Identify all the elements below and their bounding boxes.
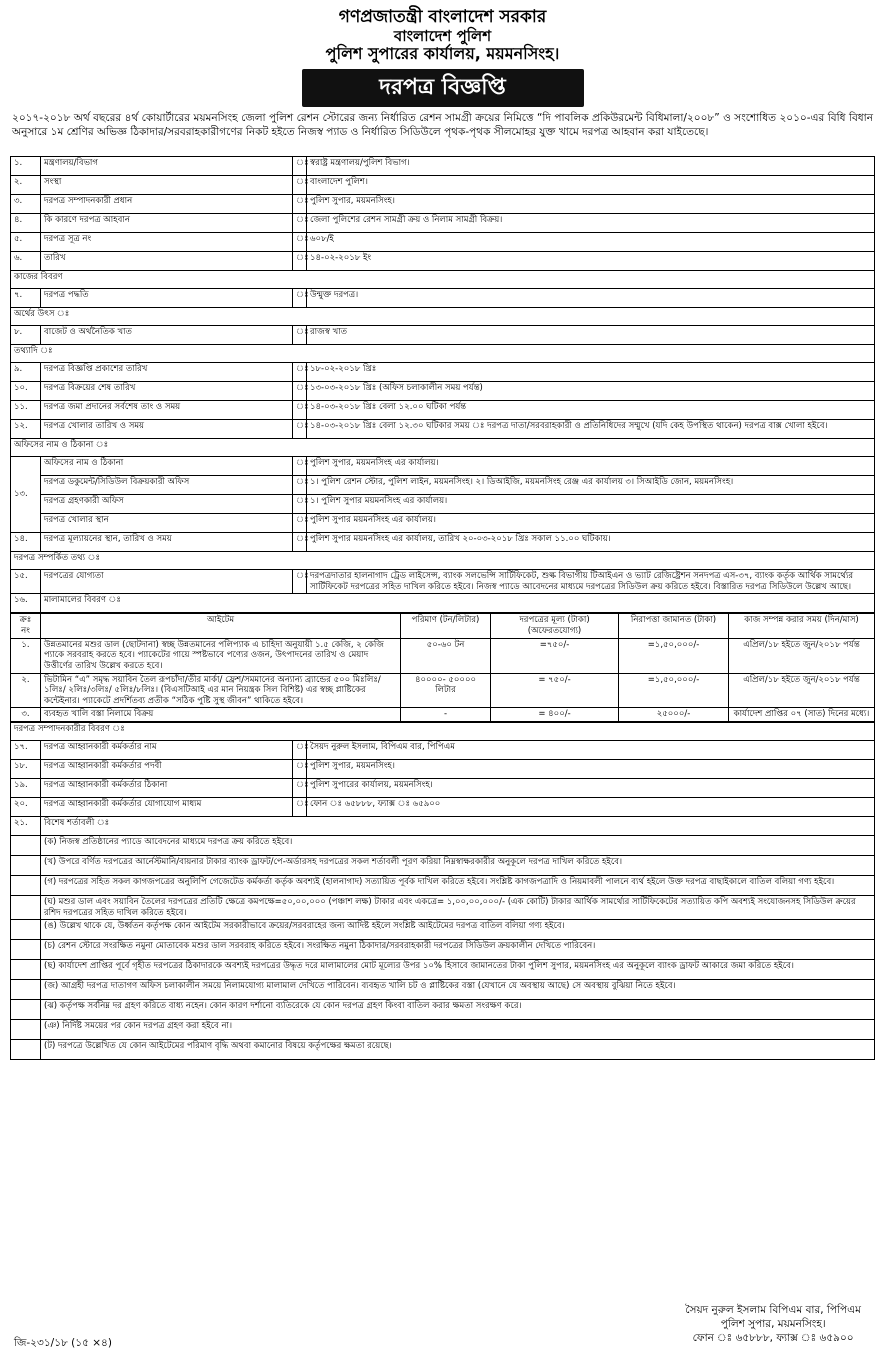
row-value: ৬০৮/ই [307, 233, 875, 252]
section-heading: অফিসের নাম ও ঠিকানা ঃ [11, 439, 875, 457]
items-table [10, 613, 875, 722]
row-separator: ঃ [293, 214, 307, 233]
condition-row [11, 876, 875, 896]
table-row [11, 570, 875, 594]
item-qty: ৪০০০০- ৫০০০০ লিটার [401, 673, 491, 708]
row-label: দরপত্র পদ্ধতি [41, 289, 293, 308]
row-number: ১৭. [11, 741, 41, 760]
condition-spacer [11, 1020, 41, 1040]
item-item: ভিটামিন “এ” সমৃদ্ধ সয়াবিন তৈল রূপচাঁদা/তীর মার্কা/ ফ্রেশ/সমমানের অন্যান্য ব্র্যান্ডের ৫০০ মিঃলিঃ/ ১লিঃ/ ২লিঃ/৩লিঃ/ ৫লিঃ/৮লিঃ। (বিএসটিআই এর মান নিয়ন্ত্রক সিল বিশিষ্ট) এর স্বচ্ছ প্লাষ্টিকের কন্টেইনার। প্যাকেটে প্রদর্শিতব্য প্রতীক “সঠিক পুষ্টি সুস্থ জীবন” থাকিতে হইবে। [41, 673, 401, 708]
row-value: পুলিশ সুপারের কার্যালয়, ময়মনসিংহ। [307, 779, 875, 798]
row-label: দরপত্র ডকুমেন্ট/সিডিউল বিক্রয়কারী অফিস [41, 476, 293, 495]
row-number: ৯. [11, 363, 41, 382]
condition-row [11, 940, 875, 960]
row-label: দরপত্র খোলার স্থান [41, 514, 293, 533]
table-row [11, 157, 875, 176]
row-number: ৫. [11, 233, 41, 252]
condition-text: (ঘ) মশুর ডাল এবং সয়াবিন তৈলের দরপত্রের প্রতিটি ক্ষেত্রে কমপক্ষে=৫০,০০,০০০ (পঞ্চাশ লক্ষ) টাকার এবং একত্রে= ১,০০,০০,০০০/- (এক কোটি) টাকার আর্থিক সামর্থ্যের সার্টিফিকেটের সত্যায়িত কপি অবশ্যই সংযোজনসহ সিডিউল ক্রয়ের রশিদ দরপত্রের সহিত দাখিল করিতে হইবে। [41, 896, 875, 920]
table-row [11, 420, 875, 439]
row-separator: ঃ [293, 495, 307, 514]
items-header-price: দরপত্রের মূল্য (টাকা) (অফেরতযোগ্য) [491, 614, 619, 638]
row-separator: ঃ [293, 741, 307, 760]
table-row [11, 382, 875, 401]
row-label: দরপত্র মূল্যায়নের স্থান, তারিখ ও সময় [41, 533, 293, 552]
item-item: উন্নতমানের মশুর ডাল (ছোটদানা) স্বচ্ছ উন্নতমানের পলিপ্যাক এ চাহিদা অনুযায়ী ১.৫ কেজি, ২ কেজি প্যাকে সরবরাহ করতে হবে। প্যাকেটের গায়ে স্পষ্টভাবে পণ্যের ওজন, উৎপাদনের তারিখ ও মেয়াদ উত্তীর্ণের তারিখ উল্লেখ করতে হবে। [41, 638, 401, 673]
condition-text: (ঝ) কর্তৃপক্ষ সর্বনিম্ন দর গ্রহণ করিতে বাধ্য নহেন। কোন কারণ দর্শানো ব্যতিরেকে যে কোন দরপত্র গ্রহণ কিংবা বাতিল করার ক্ষমতা সংরক্ষণ করে। [41, 1000, 875, 1020]
row-label: দরপত্র গ্রহণকারী অফিস [41, 495, 293, 514]
row-separator: ঃ [293, 401, 307, 420]
row-label: দরপত্র খোলার তারিখ ও সময় [41, 420, 293, 439]
condition-spacer [11, 876, 41, 896]
govt-title: গণপ্রজাতন্ত্রী বাংলাদেশ সরকার [338, 7, 547, 27]
table-row [11, 741, 875, 760]
row-label: দরপত্রের যোগ্যতা [41, 570, 293, 594]
section-row [11, 271, 875, 289]
table-row [11, 195, 875, 214]
office-title: পুলিশ সুপারের কার্যালয়, ময়মনসিংহ। [325, 43, 560, 63]
item-no: ৩. [11, 708, 41, 722]
row-label: দরপত্র আহ্বানকারী কর্মকর্তার নাম [41, 741, 293, 760]
section-row [11, 723, 875, 741]
row-separator: ঃ [293, 798, 307, 817]
row-separator: ঃ [293, 457, 307, 476]
row-value: ১। পুলিশ রেশন স্টোর, পুলিশ লাইন, ময়মনসিংহ। ২। ডিআইজি, ময়মনসিংহ রেঞ্জ এর কার্যালয় ৩। সিআইডি জোন, ময়মনসিংহ। [307, 476, 875, 495]
row-value: ১৪-০৩-২০১৮ খ্রিঃ বেলা ১২.৩০ ঘটিকার সময় ঃ দরপত্র দাতা/সরবরাহকারী ও প্রতিনিধিদের সম্মুখে (যদি কেহ উপস্থিত থাকেন) দরপত্র বাক্স খোলা হইবে। [307, 420, 875, 439]
row-label: দরপত্র আহ্বানকারী কর্মকর্তার যোগাযোগ মাধ্যম [41, 798, 293, 817]
row-label: দরপত্র জমা প্রদানের সর্বশেষ তাং ও সময় [41, 401, 293, 420]
condition-row [11, 1020, 875, 1040]
row-label: তারিখ [41, 252, 293, 271]
table-row [11, 817, 875, 836]
row-number: ১. [11, 157, 41, 176]
table-row [11, 289, 875, 308]
item-row [11, 708, 875, 722]
section-row [11, 552, 875, 570]
condition-row [11, 896, 875, 920]
row-separator: ঃ [293, 289, 307, 308]
items-header-item: আইটেম [41, 614, 401, 638]
row-separator: ঃ [293, 176, 307, 195]
info-table [10, 156, 875, 613]
condition-spacer [11, 960, 41, 980]
row-value: ১৪-০৩-২০১৮ খ্রিঃ বেলা ১২.০০ ঘটিকা পর্যন্ত [307, 401, 875, 420]
condition-spacer [11, 1040, 41, 1060]
row-value: পুলিশ সুপার ময়মনসিংহ এর কার্যালয়। [307, 514, 875, 533]
section-row [11, 439, 875, 457]
item-security: ২৫০০০/- [619, 708, 729, 722]
row-value: ফোন ঃ ৬৫৮৮৮, ফ্যাক্স ঃ ৬৫৯০০ [307, 798, 875, 817]
row-number: ১১. [11, 401, 41, 420]
table-row [11, 326, 875, 345]
row-value: ১৮-০২-২০১৮ খ্রিঃ [307, 363, 875, 382]
section-heading: কাজের বিবরণ [11, 271, 875, 289]
row-separator: ঃ [293, 533, 307, 552]
condition-text: (চ) রেশন স্টোরে সংরক্ষিত নমুনা মোতাবেক মশুর ডাল সরবরাহ করিতে হইবে। সংরক্ষিত নমুনা ঠিকাদার/সরবরাহকারী দরপত্রের সিডিউল ক্রয়কালীন দেখিতে পারিবেন। [41, 940, 875, 960]
row-label: দরপত্র বিক্রয়ের শেষ তারিখ [41, 382, 293, 401]
row-number: ১৫. [11, 570, 41, 594]
signatory-name: সৈয়দ নুরুল ইসলাম বিপিএম বার, পিপিএম [685, 1304, 861, 1316]
row-label: দরপত্র আহ্বানকারী কর্মকর্তার পদবী [41, 760, 293, 779]
item-qty: - [401, 708, 491, 722]
row-separator: ঃ [293, 326, 307, 345]
condition-text: (গ) দরপত্রের সহিত সকল কাগজপত্রের অনুলিপি গেজেটেড কর্মকর্তা কর্তৃক অবশ্যই (হালনাগাদ) সত্যায়িত পূর্বক দাখিল করিতে হইবে। সংশ্লিষ্ট কাগজপত্রাদি ও নিয়মাবলী পালনে ব্যর্থ হইলে উক্ত দরপত্র বাছাইকালে বাতিল বলিয়া গণ্য হইবে। [41, 876, 875, 896]
row-number: ১২. [11, 420, 41, 439]
row-value: ১। পুলিশ সুপার ময়মনসিংহ এর কার্যালয়। [307, 495, 875, 514]
table-row [11, 401, 875, 420]
row-value: দরপত্রদাতার হালনাগাদ ট্রেড লাইসেন্স, ব্যাংক সলভেন্সি সার্টিফিকেট, শুল্ক বিভাগীয় টিআইএন ও ভ্যাট রেজিষ্ট্রেশন সনদপত্র এস-৩৭, ব্যাংক কর্তৃক আর্থিক সামর্থ্যের সার্টিফিকেট দরপত্রের সহিত দাখিল করিতে হইবে। নিজস্ব প্যাডে আবেদনের মাধ্যমে দরপত্রের সিডিউল ক্রয় করিতে হইবে। বিস্তারিত দরপত্র সিডিউলে উল্লেখ আছে। [307, 570, 875, 594]
row-value: জেলা পুলিশের রেশন সামগ্রী ক্রয় ও নিলাম সামগ্রী বিক্রয়। [307, 214, 875, 233]
section-heading: অর্থের উৎস ঃ [11, 308, 875, 326]
condition-text: (ট) দরপত্রে উল্লেখিত যে কোন আইটেমের পরিমাণ বৃদ্ধি অথবা কমানোর বিষয়ে কর্তৃপক্ষের ক্ষমতা রয়েছে। [41, 1040, 875, 1060]
row-separator: ঃ [293, 252, 307, 271]
condition-row [11, 960, 875, 980]
row-label: মন্ত্রণালয়/বিভাগ [41, 157, 293, 176]
item-no: ২. [11, 673, 41, 708]
row-value: ১৪-০২-২০১৮ ইং [307, 252, 875, 271]
table-row [11, 779, 875, 798]
item-qty: ৫০-৬০ টন [401, 638, 491, 673]
table-row [11, 457, 875, 476]
items-header-qty: পরিমাণ (টন/লিটার) [401, 614, 491, 638]
row-number: ১৮. [11, 760, 41, 779]
condition-row [11, 980, 875, 1000]
row-label: বিশেষ শর্তাবলী ঃ [41, 817, 875, 836]
row-number: ২. [11, 176, 41, 195]
row-separator: ঃ [293, 363, 307, 382]
table-row [11, 363, 875, 382]
table-row [11, 533, 875, 552]
row-value: স্বরাষ্ট্র মন্ত্রণালয়/পুলিশ বিভাগ। [307, 157, 875, 176]
items-header-time: কাজ সম্পন্ন করার সময় (দিন/মাস) [729, 614, 875, 638]
row-separator: ঃ [293, 570, 307, 594]
condition-spacer [11, 1000, 41, 1020]
item-no: ১. [11, 638, 41, 673]
condition-spacer [11, 896, 41, 920]
table-row [11, 495, 875, 514]
row-separator: ঃ [293, 233, 307, 252]
condition-text: (ছ) কার্যাদেশ প্রাপ্তির পূর্বে গৃহীত দরপত্রের ঠিকাদারকে অবশ্যই দরপত্রের উদ্ধৃত দরে মালামালের মোট মূল্যের উপর ১০% হিসাবে জামানতের টাকা পুলিশ সুপার, ময়মনসিংহ এর অনুকূলে ব্যাংক ড্রাফট আকারে জমা করিতে হইবে। [41, 960, 875, 980]
row-value: বাংলাদেশ পুলিশ। [307, 176, 875, 195]
row-label: মালামালের বিবরণ ঃ [41, 594, 875, 613]
condition-spacer [11, 940, 41, 960]
condition-text: (জ) আগ্রহী দরপত্র দাতাগণ অফিস চলাকালীন সময়ে নিলামযোগ্য মালামাল দেখিতে পারিবেন। ব্যবহৃত খালি চট ও প্লাষ্টিকের বস্তা (যেখানে যে অবস্থায় আছে) সে অবস্থায় বুঝিয়া নিতে হইবে। [41, 980, 875, 1000]
row-number: ১৯. [11, 779, 41, 798]
table-row [11, 594, 875, 613]
section-heading: তথ্যাদি ঃ [11, 345, 875, 363]
condition-spacer [11, 920, 41, 940]
row-number: ১৩. [11, 457, 41, 533]
row-number: ৮. [11, 326, 41, 345]
intro-paragraph: ২০১৭-২০১৮ অর্থ বছরের ৪র্থ কোয়ার্টারের ময়মনসিংহ জেলা পুলিশ রেশন স্টোরের জন্য নির্ধারিত রেশন সামগ্রী ক্রয়ের নিমিত্তে “দি পাবলিক প্রকিউরমেন্ট বিধিমালা/২০০৮” ও সংশোধিত ২০১০-এর বিধি বিধান অনুসারে ১ম শ্রেণির অভিজ্ঞ ঠিকাদার/সরবরাহকারীগণের নিকট হইতে নিজস্ব প্যাড ও নির্ধারিত সিডিউলে পৃথক-পৃথক সীলমোহর যুক্ত খামে দরপত্র আহবান করা যাইতেছে। [12, 112, 873, 139]
row-label: দরপত্র সূত্র নং [41, 233, 293, 252]
row-separator: ঃ [293, 779, 307, 798]
items-header-security: নিরাপত্তা জামানত (টাকা) [619, 614, 729, 638]
tender-notice [10, 8, 875, 1060]
item-item: ব্যবহৃত খালি বস্তা নিলামে বিক্রয় [41, 708, 401, 722]
item-price: =৭৫০/- [491, 638, 619, 673]
table-row [11, 476, 875, 495]
row-number: ৬. [11, 252, 41, 271]
reference-number: জি-২৩১/১৮ (১৫ ×৪) [14, 1337, 112, 1349]
row-label: বাজেট ও অর্থনৈতিক খাত [41, 326, 293, 345]
condition-row [11, 836, 875, 856]
item-time: কার্যাদেশ প্রাপ্তির ০৭ (সাত) দিনের মধ্যে। [729, 708, 875, 722]
notice-banner: দরপত্র বিজ্ঞপ্তি [302, 69, 584, 107]
row-number: ১৪. [11, 533, 41, 552]
condition-text: (ক) নিজস্ব প্রতিষ্ঠানের প্যাডে আবেদনের মাধ্যমে দরপত্র ক্রয় করিতে হইবে। [41, 836, 875, 856]
condition-spacer [11, 836, 41, 856]
condition-row [11, 1040, 875, 1060]
section-heading: দরপত্র সম্পর্কিত তথ্য ঃ [11, 552, 875, 570]
item-security: =১,৫০,০০০/- [619, 638, 729, 673]
condition-row [11, 856, 875, 876]
row-number: ২১. [11, 817, 41, 836]
row-number: ৪. [11, 214, 41, 233]
row-number: ১০. [11, 382, 41, 401]
item-security: =১,৫০,০০০/- [619, 673, 729, 708]
section-row [11, 308, 875, 326]
item-time: এপ্রিল/১৮ হইতে জুন/২০১৮ পর্যন্ত [729, 638, 875, 673]
condition-text: (খ) উপরে বর্ণিত দরপত্রের আর্নেস্টমানি/বায়নার টাকার ব্যাংক ড্রাফট/পে-অর্ডারসহ দরপত্রের সকল শর্তাবলী পূরণ করিয়া নিম্নস্বাক্ষরকারীর অনুকূলে দরপত্র দাখিল করিতে হইবে। [41, 856, 875, 876]
row-value: সৈয়দ নুরুল ইসলাম, বিপিএম বার, পিপিএম [307, 741, 875, 760]
item-price: = ৪০০/- [491, 708, 619, 722]
row-value: উন্মুক্ত দরপত্র। [307, 289, 875, 308]
section-heading: দরপত্র সম্পাদনকারীর বিবরণ ঃ [11, 723, 875, 741]
item-time: এপ্রিল/১৮ হইতে জুন/২০১৮ পর্যন্ত [729, 673, 875, 708]
condition-text: (ঞ) নির্দিষ্ট সময়ের পর কোন দরপত্র গ্রহণ করা হইবে না। [41, 1020, 875, 1040]
table-row [11, 514, 875, 533]
row-label: সংস্থা [41, 176, 293, 195]
row-label: কি কারণে দরপত্র আহবান [41, 214, 293, 233]
condition-row [11, 1000, 875, 1020]
table-row [11, 214, 875, 233]
row-value: ১৩-০৩-২০১৮ খ্রিঃ (অফিস চলাকালীন সময় পর্যন্ত) [307, 382, 875, 401]
agency-title: বাংলাদেশ পুলিশ [393, 26, 492, 45]
condition-row [11, 920, 875, 940]
row-separator: ঃ [293, 760, 307, 779]
row-label: দরপত্র বিজ্ঞপ্তি প্রকাশের তারিখ [41, 363, 293, 382]
row-value: পুলিশ সুপার, ময়মনসিংহ। [307, 195, 875, 214]
table-row [11, 760, 875, 779]
row-number: ৩. [11, 195, 41, 214]
section-row [11, 345, 875, 363]
row-number: ৭. [11, 289, 41, 308]
table-row [11, 798, 875, 817]
condition-spacer [11, 980, 41, 1000]
item-row [11, 673, 875, 708]
signatory-contact: ফোন ঃ ৬৫৮৮৮, ফ্যাক্স ঃ ৬৫৯০০ [692, 1332, 854, 1345]
officer-table [10, 722, 875, 1060]
row-separator: ঃ [293, 514, 307, 533]
table-row [11, 252, 875, 271]
row-label: দরপত্র আহ্বানকারী কর্মকর্তার ঠিকানা [41, 779, 293, 798]
items-header-no: ক্রঃ নং [11, 614, 41, 638]
row-number: ১৬. [11, 594, 41, 613]
row-value: পুলিশ সুপার ময়মনসিংহ এর কার্যালয়, তারিখ ২০-০৩-২০১৮ খ্রিঃ সকাল ১১.০০ ঘটিকায়। [307, 533, 875, 552]
row-separator: ঃ [293, 476, 307, 495]
signature-block [685, 1303, 861, 1346]
row-separator: ঃ [293, 195, 307, 214]
row-label: অফিসের নাম ও ঠিকানা [41, 457, 293, 476]
row-separator: ঃ [293, 382, 307, 401]
row-value: পুলিশ সুপার, ময়মনসিংহ এর কার্যালয়। [307, 457, 875, 476]
item-row [11, 638, 875, 673]
table-row [11, 176, 875, 195]
condition-spacer [11, 856, 41, 876]
row-separator: ঃ [293, 157, 307, 176]
condition-text: (ঙ) উল্লেখ থাকে যে, উর্ধ্বতন কর্তৃপক্ষ কোন আইটেম সরকারীভাবে ক্রয়ের/সরবরাহের জন্য আদিষ্ট হইলে সংশ্লিষ্ট আইটেমের দরপত্র বাতিল বলিয়া গণ্য হইবে। [41, 920, 875, 940]
row-label: দরপত্র সম্পাদনকারী প্রধান [41, 195, 293, 214]
item-price: = ৭৫০/- [491, 673, 619, 708]
row-separator: ঃ [293, 420, 307, 439]
row-value: রাজস্ব খাত [307, 326, 875, 345]
row-number: ২০. [11, 798, 41, 817]
signatory-title: পুলিশ সুপার, ময়মনসিংহ। [720, 1318, 826, 1331]
row-value: পুলিশ সুপার, ময়মনসিংহ। [307, 760, 875, 779]
table-row [11, 233, 875, 252]
